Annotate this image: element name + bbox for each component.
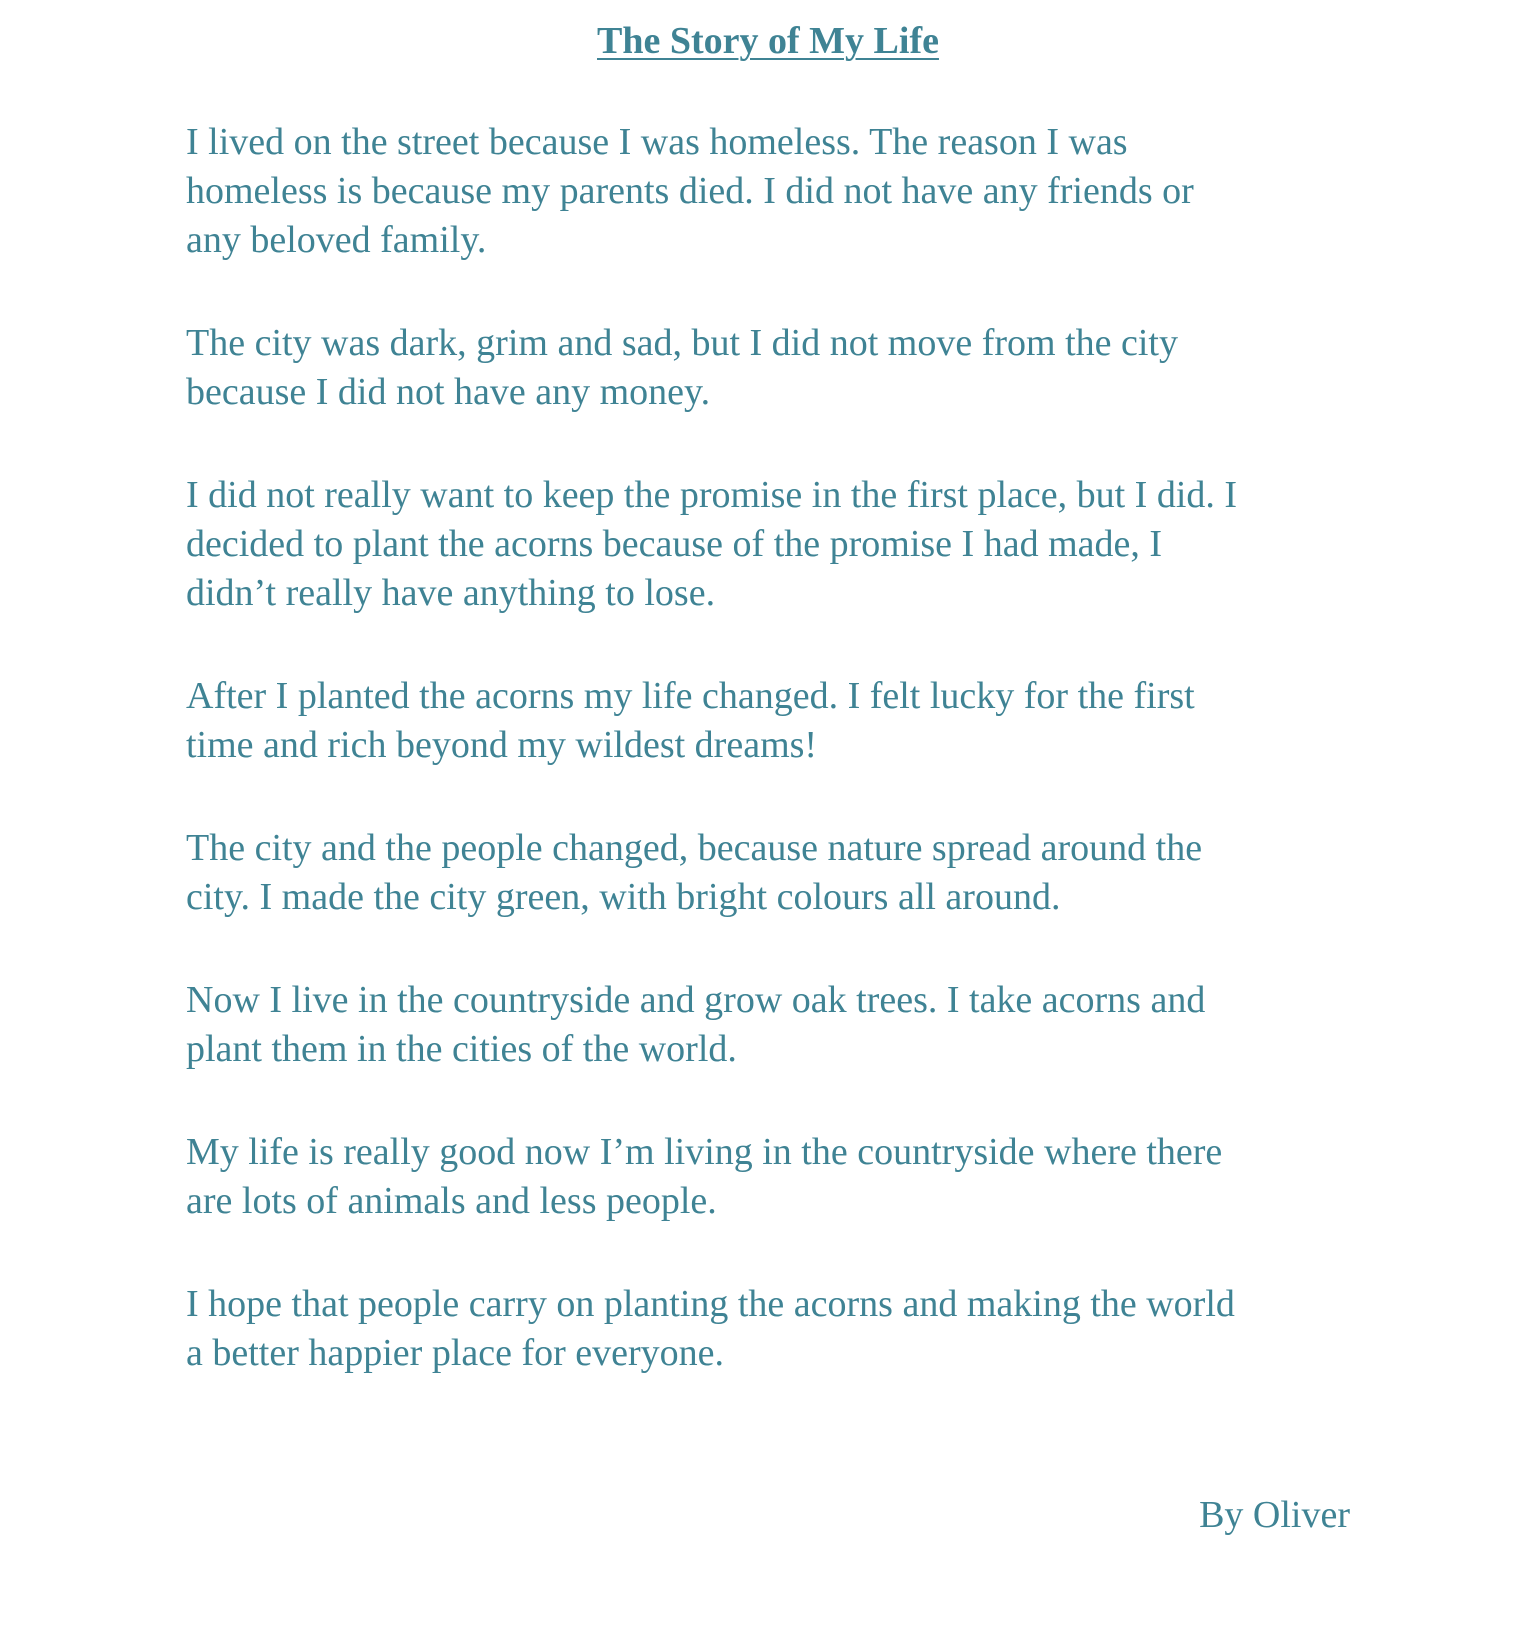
paragraph-4: [186, 672, 1346, 770]
paragraph-6: [186, 976, 1346, 1074]
paragraph-line: The city and the people changed, because nature spread around the: [186, 827, 1203, 869]
author-byline: By Oliver: [1199, 1494, 1350, 1536]
paragraph-2: [186, 319, 1346, 417]
paragraph-3: [186, 471, 1346, 618]
paragraph-line: After I planted the acorns my life changed. I felt lucky for the first: [186, 675, 1195, 717]
paragraph-line: Now I live in the countryside and grow oak trees. I take acorns and: [186, 979, 1206, 1021]
paragraph-line: are lots of animals and less people.: [186, 1180, 717, 1222]
paragraph-line: any beloved family.: [186, 219, 487, 261]
paragraph-line: The city was dark, grim and sad, but I did not move from the city: [186, 322, 1178, 364]
paragraph-line: I hope that people carry on planting the acorns and making the world: [186, 1283, 1235, 1325]
paragraph-line: My life is really good now I’m living in the countryside where there: [186, 1131, 1223, 1173]
paragraph-5: [186, 824, 1346, 922]
paragraph-line: I did not really want to keep the promise in the first place, but I did. I: [186, 474, 1238, 516]
story-body: [186, 118, 1346, 1432]
paragraph-line: time and rich beyond my wildest dreams!: [186, 724, 818, 766]
paragraph-8: [186, 1280, 1346, 1378]
paragraph-line: decided to plant the acorns because of the promise I had made, I: [186, 523, 1163, 565]
paragraph-line: didn’t really have anything to lose.: [186, 572, 716, 614]
paragraph-7: [186, 1128, 1346, 1226]
paragraph-line: homeless is because my parents died. I did not have any friends or: [186, 170, 1194, 212]
page-title: The Story of My Life: [597, 20, 939, 62]
paragraph-1: [186, 118, 1346, 265]
paragraph-line: plant them in the cities of the world.: [186, 1028, 737, 1070]
paragraph-line: I lived on the street because I was homeless. The reason I was: [186, 121, 1128, 163]
paragraph-line: city. I made the city green, with bright colours all around.: [186, 876, 1061, 918]
paragraph-line: a better happier place for everyone.: [186, 1332, 725, 1374]
paragraph-line: because I did not have any money.: [186, 371, 711, 413]
